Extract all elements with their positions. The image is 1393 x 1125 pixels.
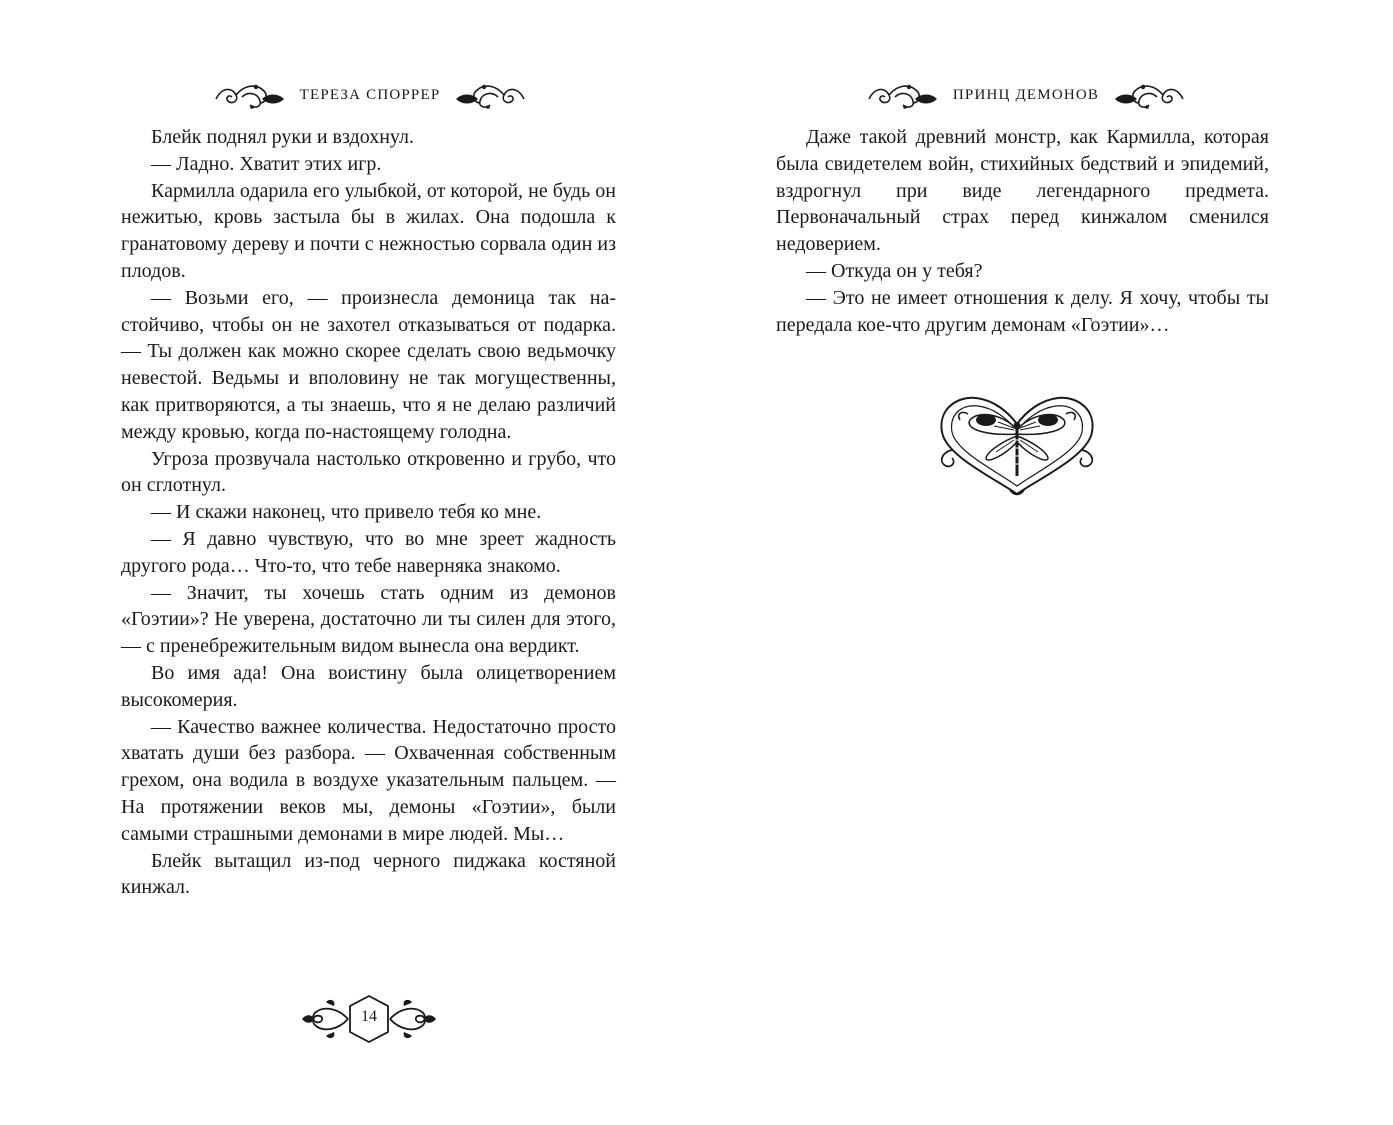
right-page <box>696 0 1393 1125</box>
paragraph: — И скажи наконец, что привело тебя ко мне. <box>151 501 542 524</box>
paragraph: — Я давно чувствую, что во мне зреет жадность другого рода… Что-то, что тебе наверняка знакомо. <box>121 527 616 577</box>
book-title: ПРИНЦ ДЕМОНОВ <box>952 86 1100 103</box>
body-text-right <box>776 124 1269 338</box>
paragraph: — Ладно. Хватит этих игр. <box>151 152 382 175</box>
paragraph: Во имя ада! Она воистину была олицетворением высокомерия. <box>121 661 616 711</box>
paragraph: — Значит, ты хочешь стать одним из демонов «Гоэтии»? Не уверена, достаточно ли ты силен для этого, — с пренебрежительным видом вынесла она вердикт. <box>121 581 616 658</box>
dragonfly-heart-ornament-icon <box>934 390 1100 502</box>
paragraph: — Возьми его, — произнесла демоница так настойчиво, чтобы он не захотел отказываться от подарка. — Ты должен как можно скорее сделать свою ведьмочку невестой. Ведьмы и вполовину не так могущественны, как притворяются, а ты знаешь, что я не делаю различий между кровью, когда по-настоящему голодна. <box>121 286 616 443</box>
running-head-left <box>222 78 518 112</box>
paragraph: — Откуда он у тебя? <box>806 259 983 282</box>
paragraph: Блейк поднял руки и вздохнул. <box>151 126 415 148</box>
flourish-left-icon <box>865 79 939 111</box>
flourish-left-icon <box>212 79 286 111</box>
flourish-right-icon <box>454 79 528 111</box>
running-head-right <box>878 78 1174 112</box>
paragraph: Даже такой древний монстр, как Кармилла, которая была свидетелем войн, стихийных бедствий и эпидемий, вздрогнул при виде легендарного предмета. Первоначальный страх перед кинжалом сменился недоверием. <box>776 126 1269 256</box>
flourish-right-icon <box>1113 79 1187 111</box>
paragraph: Блейк вытащил из-под черного пиджака костяной кинжал. <box>121 849 616 899</box>
page-number-ornament <box>298 990 440 1048</box>
paragraph: Угроза прозвучала настолько откровенно и грубо, что он сглотнул. <box>121 447 616 497</box>
paragraph: Кармилла одарила его улыбкой, от которой, не будь он нежитью, кровь застыла бы в жилах. Она подошла к гранатовому дереву и почти с нежностью сорвала один из плодов. <box>121 179 616 282</box>
paragraph: — Это не имеет отношения к делу. Я хочу, чтобы ты передала кое-что другим демонам «Гоэтии»… <box>776 286 1269 336</box>
body-text-left <box>121 124 616 901</box>
paragraph: — Качество важнее количества. Недостаточно просто хватать души без разбора. — Охваченная собственным грехом, она водила в воздухе указательным пальцем. — На протяжении веков мы, демоны «Гоэтии», были самыми страшными демонами в мире людей. Мы… <box>121 715 616 845</box>
page-number: 14 <box>361 1008 377 1025</box>
author-name: ТЕРЕЗА СПОРРЕР <box>299 86 441 103</box>
left-page <box>0 0 696 1125</box>
